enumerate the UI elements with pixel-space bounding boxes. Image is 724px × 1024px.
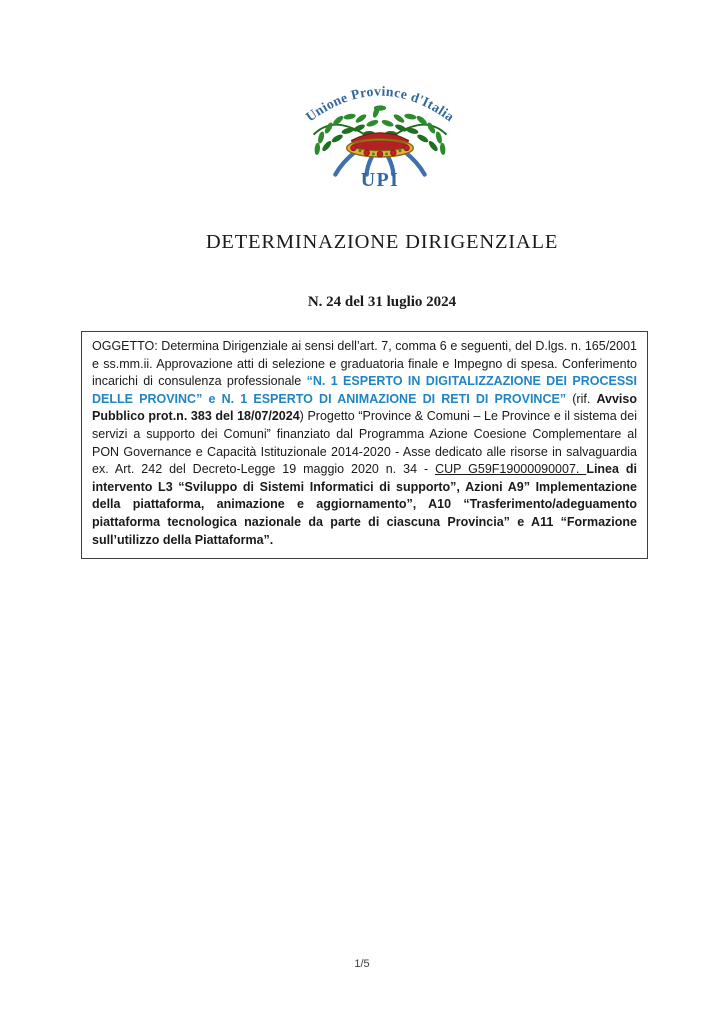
crown-icon <box>347 133 414 157</box>
oggetto-box <box>81 331 648 559</box>
upi-logo <box>285 64 475 192</box>
upi-logo-icon <box>285 64 475 192</box>
logo-arc-text: Unione Province d'Italia <box>302 83 458 125</box>
oggetto-paragraph: OGGETTO: Determina Dirigenziale ai sensi dell’art. 7, comma 6 e seguenti, del D.lgs. n. 165/2001 e ss.mm.ii. Approvazione atti di selezione e graduatoria finale e Impegno di spesa. Conferimento incarichi di consulenza professionale “N. 1 ESPERTO IN DIGITALIZZAZIONE DEI PROCESSI DELLE PROVINC” e N. 1 ESPERTO DI ANIMAZIONE DI RETI DI PROVINCE” (rif. Avviso Pubblico prot.n. 383 del 18/07/2024) Progetto “Province & Comuni – Le Province e il sistema dei servizi a supporto dei Comuni” finanziato dal Programma Azione Coesione Complementare al PON Governance e Capacità Istituzionale 2014-2020 - Asse dedicato alle risorse in salvaguardia ex. Art. 242 del Decreto-Legge 19 maggio 2020 n. 34 - CUP G59F19000090007. Linea di intervento L3 “Sviluppo di Sistemi Informatici di supporto”, Azioni A9” Implementazione della piattaforma, animazione e aggiornamento”, A10 “Trasferimento/adeguamento piattaforma tecnologica nazionale da parte di ciascuna Provincia” e A11 “Formazione sull’utilizzo della Piattaforma”. <box>92 339 637 547</box>
document-title: DETERMINAZIONE DIRIGENZIALE <box>205 231 559 253</box>
document-number: N. 24 del 31 luglio 2024 <box>307 294 457 310</box>
logo-acronym-text: UPI <box>360 168 400 191</box>
page-number: 1/5 <box>354 958 370 970</box>
